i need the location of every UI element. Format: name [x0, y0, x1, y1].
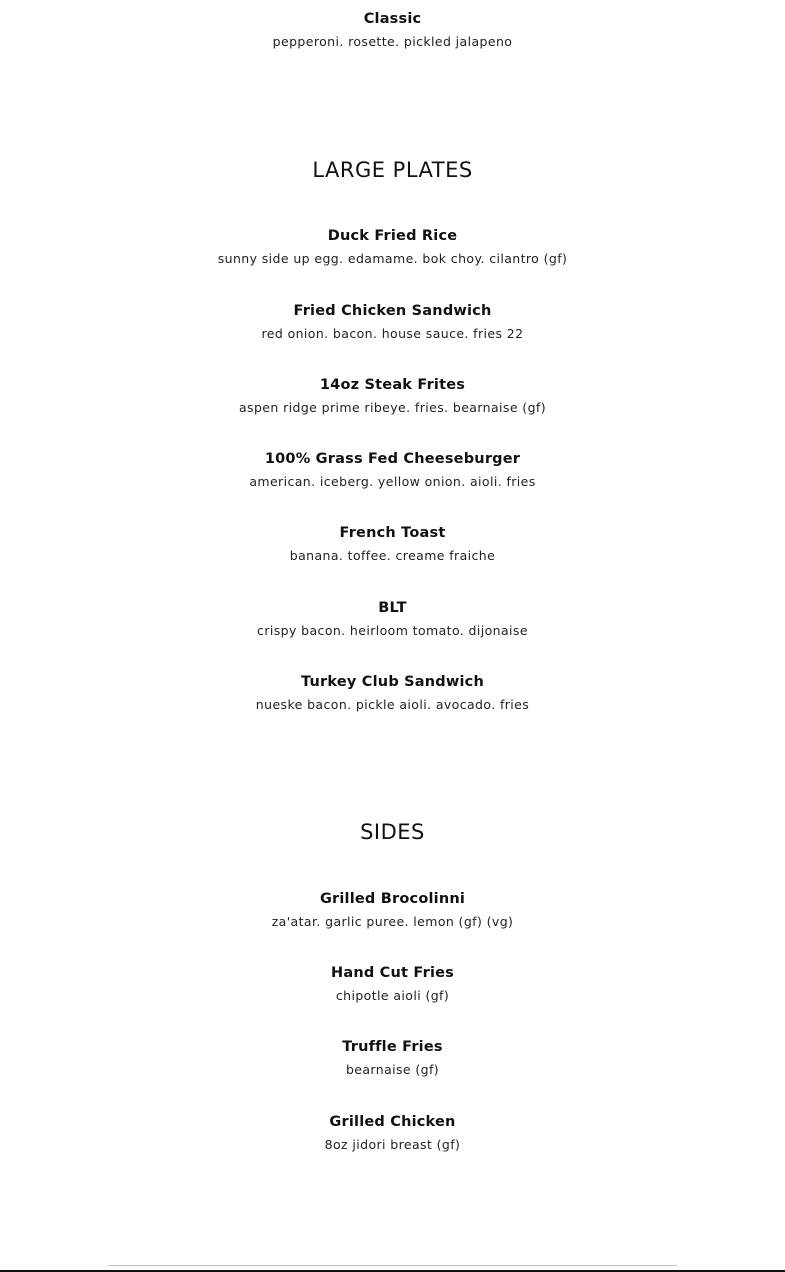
item-description: aspen ridge prime ribeye. fries. bearnaise (gf)	[239, 400, 546, 415]
menu-item	[0, 1038, 785, 1078]
item-description: pepperoni. rosette. pickled jalapeno	[272, 34, 513, 49]
menu-item	[0, 450, 785, 490]
divider	[108, 1265, 677, 1266]
item-name: French Toast	[339, 525, 446, 541]
item-description: american. iceberg. yellow onion. aioli. fries	[249, 474, 536, 489]
item-name: Grilled Chicken	[329, 1114, 456, 1130]
item-name: Fried Chicken Sandwich	[293, 303, 492, 319]
item-description: red onion. bacon. house sauce. fries 22	[261, 326, 524, 341]
item-description: nueske bacon. pickle aioli. avocado. fries	[255, 697, 530, 712]
menu-item	[0, 302, 785, 342]
item-description: crispy bacon. heirloom tomato. dijonaise	[257, 623, 528, 638]
item-description: sunny side up egg. edamame. bok choy. cilantro (gf)	[217, 251, 568, 266]
menu-item	[0, 376, 785, 416]
menu-item	[0, 10, 785, 50]
item-name: Grilled Brocolinni	[319, 891, 466, 907]
menu-item	[0, 227, 785, 267]
item-description: chipotle aioli (gf)	[335, 988, 450, 1003]
item-name: BLT	[378, 600, 407, 616]
section-title-large-plates: LARGE PLATES	[312, 158, 473, 182]
menu-item	[0, 524, 785, 564]
item-description: banana. toffee. creame fraiche	[289, 548, 496, 563]
section-title-sides: SIDES	[360, 820, 425, 844]
item-description: bearnaise (gf)	[345, 1062, 440, 1077]
item-name: Turkey Club Sandwich	[301, 674, 484, 690]
item-name: Classic	[363, 11, 422, 27]
item-name: 100% Grass Fed Cheeseburger	[264, 451, 521, 467]
menu-item	[0, 599, 785, 639]
item-name: Hand Cut Fries	[331, 965, 454, 981]
menu-item	[0, 890, 785, 930]
menu-item	[0, 1113, 785, 1153]
menu-item	[0, 673, 785, 713]
item-description: 8oz jidori breast (gf)	[324, 1137, 461, 1152]
menu-item	[0, 964, 785, 1004]
item-name: Duck Fried Rice	[327, 228, 458, 244]
item-description: za'atar. garlic puree. lemon (gf) (vg)	[271, 914, 514, 929]
item-name: 14oz Steak Frites	[319, 377, 466, 393]
item-name: Truffle Fries	[342, 1039, 443, 1055]
